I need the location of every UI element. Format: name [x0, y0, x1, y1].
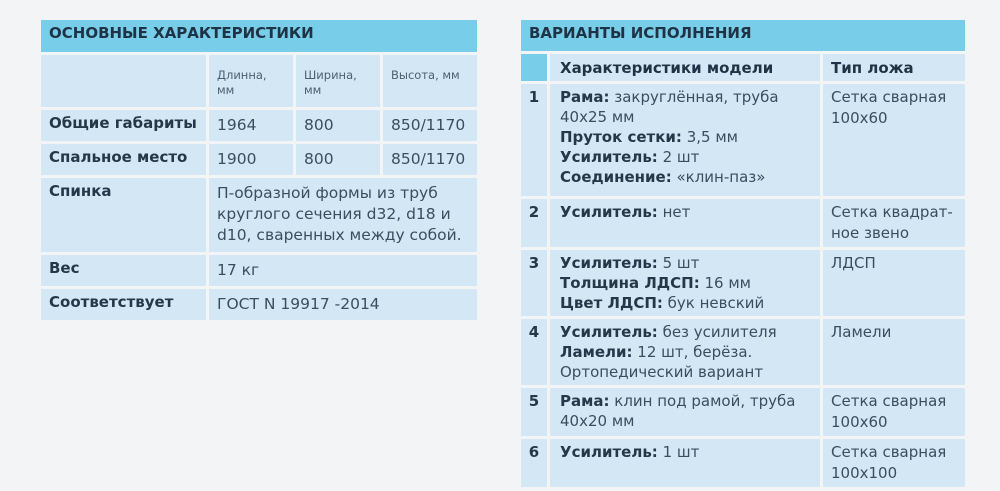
spec-value: 3,5 мм [681, 128, 738, 146]
overall-height: 850/1170 [383, 110, 477, 141]
column-bed-type: Тип ложа [823, 54, 965, 81]
variant-bed-type: Сетка квадрат-ное звено [823, 199, 965, 247]
variant-row [521, 388, 965, 436]
variant-spec-line [560, 442, 812, 462]
spec-key: Рама: [560, 392, 610, 410]
variant-bed-type: Сетка сварная 100х60 [823, 388, 965, 436]
variant-number: 2 [521, 199, 547, 247]
spec-value: нет [657, 203, 691, 221]
spec-value: 1 шт [657, 443, 700, 461]
variant-spec-line [560, 391, 812, 431]
spec-key: Ламели: [560, 343, 633, 361]
spec-value: «клин-паз» [671, 168, 766, 186]
variant-spec-line [560, 293, 812, 313]
variant-rows [521, 84, 965, 487]
variant-description [550, 250, 820, 316]
variants-title: ВАРИАНТЫ ИСПОЛНЕНИЯ [521, 20, 965, 51]
spec-key: Толщина ЛДСП: [560, 274, 700, 292]
spec-value: клин под рамой, труба 40х20 мм [560, 392, 796, 430]
variant-row [521, 319, 965, 385]
conforms-label: Соответствует [41, 289, 206, 320]
empty-header-cell [41, 55, 206, 107]
variant-description [550, 199, 820, 247]
overall-width: 800 [296, 110, 380, 141]
empty-num-header [521, 54, 547, 81]
sleep-height: 850/1170 [383, 144, 477, 175]
variant-spec-line [560, 167, 812, 187]
spec-value: бук невский [662, 294, 765, 312]
weight-label: Вес [41, 255, 206, 286]
column-width: Ширина, мм [296, 55, 380, 107]
spec-value: 16 мм [699, 274, 751, 292]
variant-number: 5 [521, 388, 547, 436]
spec-key: Рама: [560, 88, 610, 106]
variant-number: 1 [521, 84, 547, 196]
spec-key: Соединение: [560, 168, 672, 186]
variant-row [521, 439, 965, 487]
variant-description [550, 439, 820, 487]
column-height: Высота, мм [383, 55, 477, 107]
sleep-width: 800 [296, 144, 380, 175]
variant-bed-type: ЛДСП [823, 250, 965, 316]
spec-value: закруглённая, труба 40х25 мм [560, 88, 779, 126]
spec-value: 5 шт [657, 254, 700, 272]
spec-key: Усилитель: [560, 323, 658, 341]
variant-row [521, 250, 965, 316]
back-value: П-образной формы из труб круглого сечения d32, d18 и d10, сваренных между собой. [209, 178, 477, 252]
variant-description [550, 388, 820, 436]
spec-key: Усилитель: [560, 148, 658, 166]
variant-description [550, 319, 820, 385]
back-label: Спинка [41, 178, 206, 252]
spec-value: 12 шт, берёза. [632, 343, 753, 361]
variant-bed-type: Ламели [823, 319, 965, 385]
variant-number: 3 [521, 250, 547, 316]
variant-spec-line [560, 202, 812, 222]
conforms-value: ГОСТ N 19917 -2014 [209, 289, 477, 320]
variant-bed-type: Сетка сварная 100х60 [823, 84, 965, 196]
variant-row [521, 84, 965, 196]
weight-value: 17 кг [209, 255, 477, 286]
overall-length: 1964 [209, 110, 293, 141]
main-specs-title: ОСНОВНЫЕ ХАРАКТЕРИСТИКИ [41, 20, 477, 52]
column-model: Характеристики модели [550, 54, 820, 81]
variant-spec-line [560, 127, 812, 147]
variants-table [518, 17, 968, 490]
variant-bed-type: Сетка сварная 100х100 [823, 439, 965, 487]
variant-spec-line [560, 342, 812, 362]
spec-value: Ортопедический вариант [560, 363, 764, 381]
overall-dimensions-label: Общие габариты [41, 110, 206, 141]
variant-number: 6 [521, 439, 547, 487]
spec-key: Цвет ЛДСП: [560, 294, 663, 312]
variant-spec-line [560, 273, 812, 293]
spec-value: без усилителя [657, 323, 777, 341]
variant-spec-line [560, 147, 812, 167]
spec-key: Усилитель: [560, 254, 658, 272]
spec-value: 2 шт [657, 148, 700, 166]
column-length: Длинна, мм [209, 55, 293, 107]
sleep-area-label: Спальное место [41, 144, 206, 175]
spec-key: Усилитель: [560, 443, 658, 461]
sleep-length: 1900 [209, 144, 293, 175]
variant-spec-line [560, 253, 812, 273]
variant-description [550, 84, 820, 196]
variant-row [521, 199, 965, 247]
variant-number: 4 [521, 319, 547, 385]
spec-key: Пруток сетки: [560, 128, 682, 146]
main-specs-table [38, 17, 480, 323]
variant-spec-line [560, 87, 812, 127]
spec-key: Усилитель: [560, 203, 658, 221]
variant-spec-line [560, 362, 812, 382]
variant-spec-line [560, 322, 812, 342]
